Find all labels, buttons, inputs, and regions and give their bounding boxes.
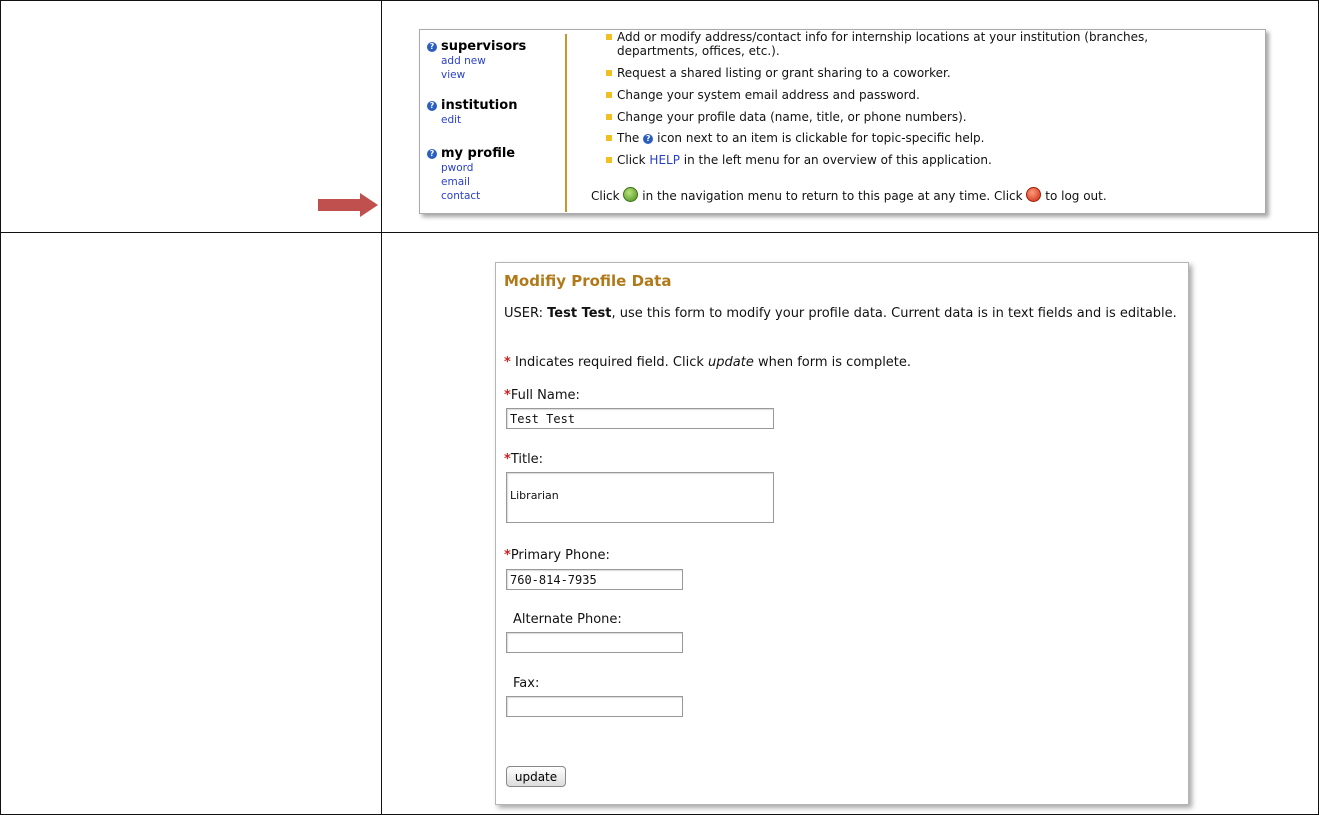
home-icon — [623, 187, 638, 202]
help-icon: ? — [643, 134, 653, 144]
nav-group-supervisors — [427, 39, 526, 82]
alternate-phone-input[interactable] — [506, 632, 683, 653]
nav-link-pword[interactable]: pword — [441, 162, 474, 174]
tip-item: Change your system email address and password. — [617, 88, 920, 102]
required-field-note: * Indicates required field. Click update when form is complete. — [504, 355, 912, 370]
modify-profile-form-screenshot — [495, 262, 1189, 805]
table-column-divider — [381, 0, 382, 815]
update-button[interactable]: update — [506, 766, 566, 787]
help-icon[interactable]: ? — [427, 42, 437, 52]
nav-group-institution — [427, 98, 517, 127]
nav-heading-my-profile[interactable]: ? my profile — [427, 146, 515, 161]
menu-divider — [565, 34, 567, 212]
nav-link-view-supervisors[interactable]: view — [441, 69, 466, 81]
help-icon[interactable]: ? — [427, 149, 437, 159]
form-intro: USER: Test Test, use this form to modify your profile data. Current data is in text fields and is editable. — [504, 306, 1177, 321]
side-navigation — [420, 30, 572, 213]
nav-link-add-new-supervisor[interactable]: add new — [441, 55, 486, 67]
tip-item: Click HELP in the left menu for an overview of this application. — [617, 153, 992, 167]
nav-link-contact[interactable]: contact — [441, 190, 481, 202]
tip-item: Request a shared listing or grant sharing to a coworker. — [617, 66, 951, 80]
logout-icon — [1026, 187, 1041, 202]
title-textarea[interactable] — [506, 472, 774, 523]
red-arrow-icon — [318, 193, 378, 217]
nav-heading-supervisors[interactable]: ? supervisors — [427, 39, 526, 54]
nav-group-my-profile — [427, 146, 515, 203]
title-label: *Title: — [504, 452, 544, 467]
nav-link-email[interactable]: email — [441, 176, 470, 188]
navigation-footer-text: Click in the navigation menu to return to this page at any time. Click to log out. — [591, 189, 1107, 203]
primary-phone-input[interactable] — [506, 569, 683, 590]
form-title: Modifiy Profile Data — [504, 272, 672, 290]
tip-item: Change your profile data (name, title, or phone numbers). — [617, 110, 967, 124]
user-name: Test Test — [547, 306, 612, 321]
table-border-middle — [0, 232, 1319, 233]
help-link[interactable]: HELP — [649, 153, 680, 167]
tip-item-continuation: departments, offices, etc.). — [617, 44, 780, 58]
nav-link-edit-institution[interactable]: edit — [441, 114, 462, 126]
alternate-phone-label: Alternate Phone: — [513, 612, 622, 627]
table-border-top — [0, 0, 1319, 1]
fax-label: Fax: — [513, 676, 540, 691]
help-icon[interactable]: ? — [427, 101, 437, 111]
table-border-left — [0, 0, 1, 815]
home-menu-screenshot — [419, 29, 1266, 214]
tip-item: The ? icon next to an item is clickable for topic-specific help. — [617, 131, 984, 145]
full-name-label: *Full Name: — [504, 388, 580, 403]
primary-phone-label: *Primary Phone: — [504, 548, 610, 563]
nav-heading-institution[interactable]: ? institution — [427, 98, 517, 113]
full-name-input[interactable] — [506, 408, 774, 429]
tip-item: Add or modify address/contact info for internship locations at your institution (branches, — [617, 30, 1148, 44]
fax-input[interactable] — [506, 696, 683, 717]
